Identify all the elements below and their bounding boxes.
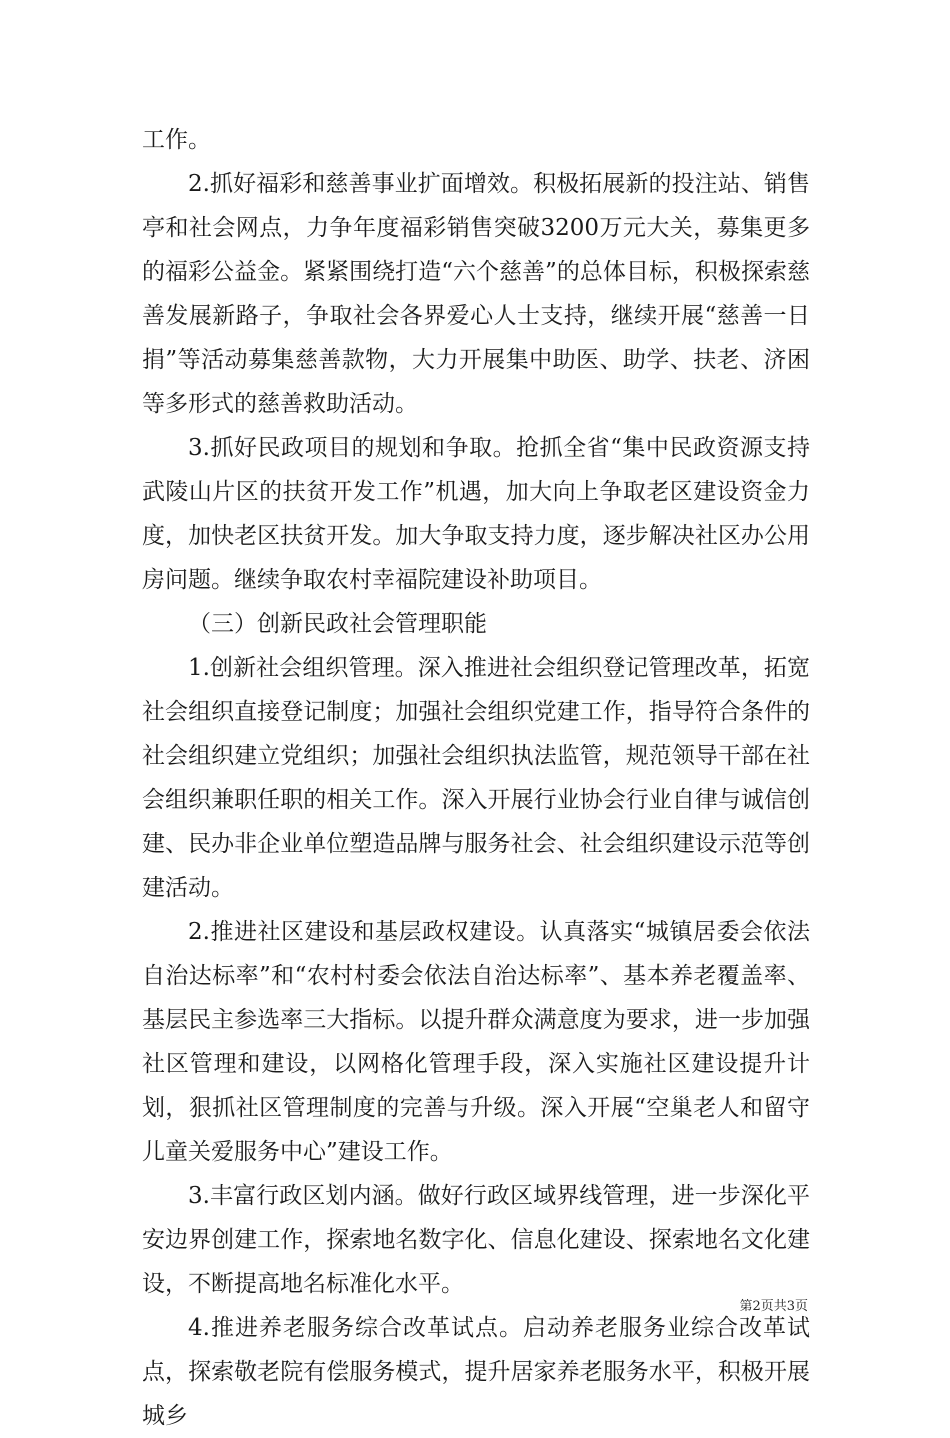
paragraph-community-construction: 2.推进社区建设和基层政权建设。认真落实“城镇居委会依法自治达标率”和“农村村委会依法自治达标率”、基本养老覆盖率、基层民主参选率三大指标。以提升群众满意度为要求，进一步加强社区管理和建设，以网格化管理手段，深入实施社区建设提升计划，狠抓社区管理制度的完善与升级。深入开展“空巢老人和留守儿童关爱服务中心”建设工作。 (142, 919, 810, 1165)
paragraph-administrative-division: 3.丰富行政区划内涵。做好行政区域界线管理，进一步深化平安边界创建工作，探索地名数字化、信息化建设、探索地名文化建设，不断提高地名标准化水平。 (142, 1183, 810, 1297)
page-number: 第2页共3页 (739, 1299, 808, 1314)
paragraph-social-organization-management: 1.创新社会组织管理。深入推进社会组织登记管理改革，拓宽社会组织直接登记制度；加强社会组织党建工作，指导符合条件的社会组织建立党组织；加强社会组织执法监管，规范领导干部在社会组织兼职任职的相关工作。深入开展行业协会行业自律与诚信创建、民办非企业单位塑造品牌与服务社会、社会组织建设示范等创建活动。 (142, 655, 810, 901)
paragraph-civil-affairs-projects: 3.抓好民政项目的规划和争取。抢抓全省“集中民政资源支持武陵山片区的扶贫开发工作”机遇，加大向上争取老区建设资金力度，加快老区扶贫开发。加大争取支持力度，逐步解决社区办公用房问题。继续争取农村幸福院建设补助项目。 (142, 435, 810, 593)
paragraph-elderly-care-reform: 4.推进养老服务综合改革试点。启动养老服务业综合改革试点，探索敬老院有偿服务模式，提升居家养老服务水平，积极开展城乡 (142, 1315, 810, 1429)
section-heading: （三）创新民政社会管理职能 (188, 611, 487, 637)
document-body (142, 118, 810, 1438)
paragraph-welfare-lottery-charity: 2.抓好福彩和慈善事业扩面增效。积极拓展新的投注站、销售亭和社会网点，力争年度福彩销售突破3200万元大关，募集更多的福彩公益金。紧紧围绕打造“六个慈善”的总体目标，积极探索慈善发展新路子，争取社会各界爱心人士支持，继续开展“慈善一日捐”等活动募集慈善款物，大力开展集中助医、助学、扶老、济困等多形式的慈善救助活动。 (142, 171, 810, 417)
paragraph-continuation: 工作。 (142, 127, 211, 153)
